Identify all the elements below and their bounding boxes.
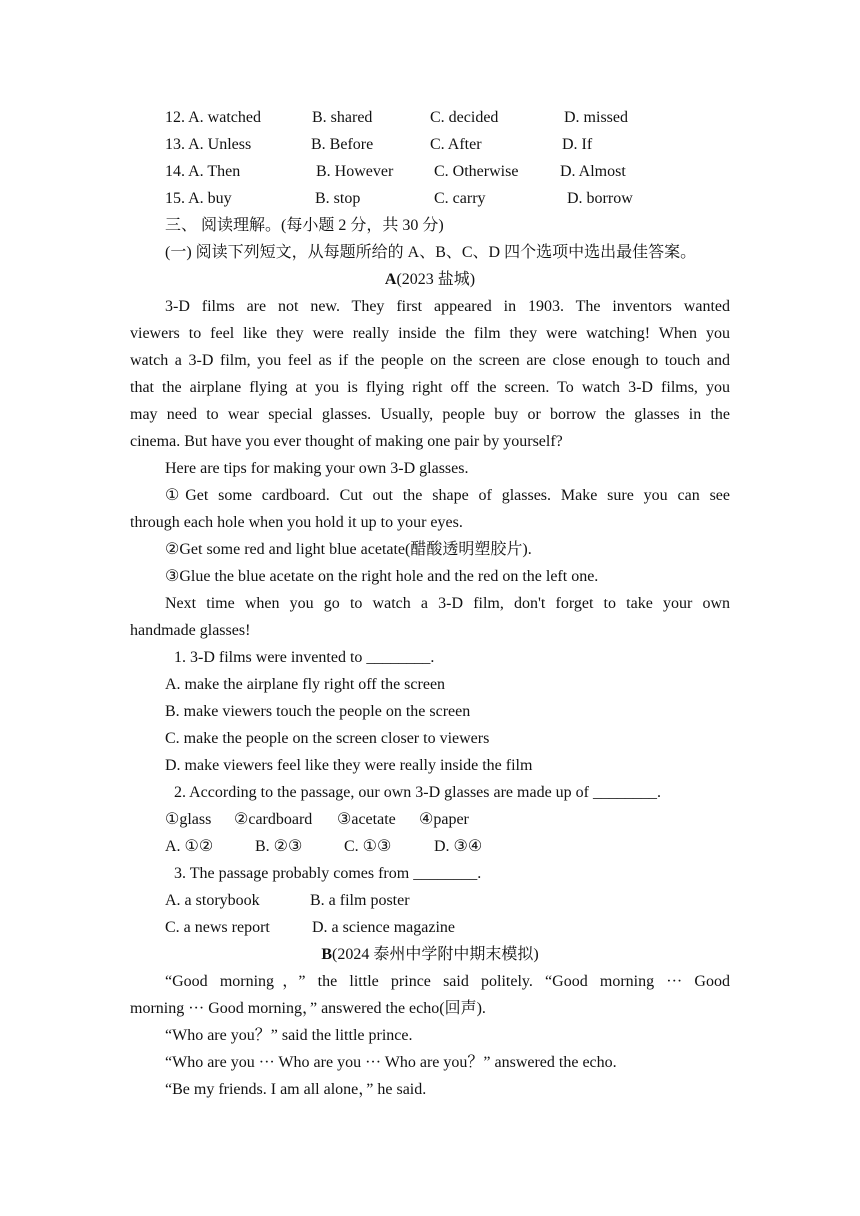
paragraph-line: morning ··· Good morning，” answered the echo(回声).	[130, 1000, 486, 1017]
option: D. If	[562, 136, 593, 153]
option: 12. A. watched	[165, 109, 261, 126]
passage-a-title: A(2023 盐城)	[384, 271, 476, 288]
option: C. decided	[430, 109, 499, 126]
cloze-options-14	[0, 162, 860, 182]
paragraph-line: watch a 3-D film, you feel as if the people on the screen are close enough to touch and	[130, 352, 730, 369]
paragraph-line: cinema. But have you ever thought of making one pair by yourself?	[130, 433, 563, 450]
paragraph-line: ②Get some red and light blue acetate(醋酸透明塑胶片).	[165, 541, 532, 558]
paragraph-line: through each hole when you hold it up to your eyes.	[130, 514, 463, 531]
paragraph-line: “Who are you ··· Who are you ··· Who are you？” answered the echo.	[165, 1054, 617, 1071]
option: 15. A. buy	[165, 190, 232, 207]
option: B. However	[316, 163, 394, 180]
option: B. Before	[311, 136, 374, 153]
answer-option: A. make the airplane fly right off the screen	[165, 676, 446, 693]
paragraph-line: Next time when you go to watch a 3-D film, don't forget to take your own	[165, 595, 730, 612]
answer-option: C. make the people on the screen closer to viewers	[165, 730, 490, 747]
option: B. stop	[315, 190, 361, 207]
option: B. shared	[312, 109, 373, 126]
paragraph-line: ①Get some cardboard. Cut out the shape of glasses. Make sure you can see	[165, 487, 730, 504]
cloze-options-12	[0, 108, 860, 128]
paragraph-line: “Who are you？” said the little prince.	[165, 1027, 413, 1044]
answer-option: B. make viewers touch the people on the screen	[165, 703, 471, 720]
option: C. After	[430, 136, 482, 153]
document-page: 12. A. watched B. shared C. decided D. missed 13. A. Unless B. Before C. After D. If 14. A. Then B. However C. Otherwise D. Almost 15. A. buy B. stop C. carry D. borrow 三、 阅读理解。(每小题 2 分，共 30 分) (一) 阅读下列短文，从每题所给的 A、B、C、D 四个选项中选出最佳答案。 A(2023 盐城) 3-D films are not new. They first appeared in 1903. The inventors wanted viewers to feel like they were really inside the film they were watching! When you watch a 3-D film, you feel as if the people on the screen are close enough to touch and that the airplane flying at you is flying right off the screen. To watch 3-D films, you may need to wear special glasses. Usually, people buy or borrow the glasses in the cinema. But have you ever thought of making one pair by yourself? Here are tips for making your own 3-D glasses. ①Get some cardboard. Cut out the shape of glasses. Make sure you can see through each hole when you hold it up to your eyes. ②Get some red and light blue acetate(醋酸透明塑胶片). ③Glue the blue acetate on the right hole and the red on the left one. Next time when you go to watch a 3-D film, don't forget to take your own handmade glasses! 1. 3-D films were invented to ________. A. make the airplane fly right off the screen B. make viewers touch the people on the screen C. make the people on the screen closer to viewers D. make viewers feel like they were really inside the film 2. According to the passage, our own 3-D glasses are made up of ________. ①glass ②cardboard ③acetate ④paper A. ①② B. ②③ C. ①③ D. ③④ 3. The passage probably comes from ________. A. a storybook B. a film poster C. a news report D. a science magazine B(2024 泰州中学附中期末模拟) “Good morning，” the little prince said politely. “Good morning ··· Good morning ··· Good morning，” answered the echo(回声). “Who are you？” said the little prince. “Who are you ··· Who are you ··· Who are you？” answered the echo. “Be my friends. I am all alone，” he said.	[0, 0, 860, 1216]
paragraph-line: viewers to feel like they were really inside the film they were watching! When you	[130, 325, 730, 342]
paragraph-line: 3-D films are not new. They first appeared in 1903. The inventors wanted	[165, 298, 730, 315]
question-3: 3. The passage probably comes from ________.	[174, 865, 482, 882]
cloze-options-13	[0, 135, 860, 155]
option: D. Almost	[560, 163, 626, 180]
option: C. Otherwise	[434, 163, 519, 180]
paragraph-line: ③Glue the blue acetate on the right hole and the red on the left one.	[165, 568, 599, 585]
option: 14. A. Then	[165, 163, 241, 180]
cloze-options-15	[0, 189, 860, 209]
question-1: 1. 3-D films were invented to ________.	[174, 649, 435, 666]
option: 13. A. Unless	[165, 136, 252, 153]
paragraph-line: “Good morning，” the little prince said politely. “Good morning ··· Good	[165, 973, 730, 990]
paragraph-line: that the airplane flying at you is flying right off the screen. To watch 3-D films, you	[130, 379, 730, 396]
question-2: 2. According to the passage, our own 3-D glasses are made up of ________.	[174, 784, 661, 801]
paragraph-line: may need to wear special glasses. Usually, people buy or borrow the glasses in the	[130, 406, 730, 423]
option: D. missed	[564, 109, 628, 126]
option: D. borrow	[567, 190, 633, 207]
paragraph-line: “Be my friends. I am all alone，” he said.	[165, 1081, 427, 1098]
option: C. carry	[434, 190, 486, 207]
paragraph-line: Here are tips for making your own 3-D glasses.	[165, 460, 469, 477]
section-heading: 三、 阅读理解。(每小题 2 分，共 30 分)	[165, 217, 444, 234]
section-instruction: (一) 阅读下列短文，从每题所给的 A、B、C、D 四个选项中选出最佳答案。	[165, 244, 697, 261]
paragraph-line: handmade glasses!	[130, 622, 251, 639]
passage-b-title: B(2024 泰州中学附中期末模拟)	[321, 946, 539, 963]
answer-option: D. make viewers feel like they were really inside the film	[165, 757, 533, 774]
